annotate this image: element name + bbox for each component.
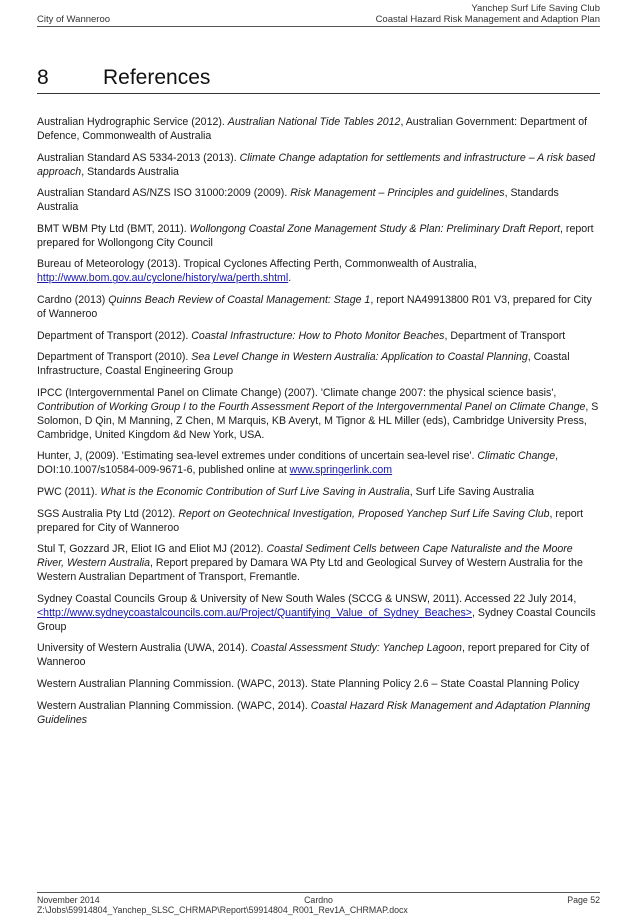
reference-text: Bureau of Meteorology (2013). Tropical Cyclones Affecting Perth, Commonwealth of Australia, <box>37 258 477 271</box>
reference-title: Sea Level Change in Western Australia: Application to Coastal Planning <box>191 351 528 364</box>
reference-text-after: , report NA49913800 R01 V3, prepared for City of Wanneroo <box>37 293 592 320</box>
reference-title: Coastal Hazard Risk Management and Adaptation Planning Guidelines <box>37 699 591 726</box>
reference-text: PWC (2011). <box>37 485 101 498</box>
reference-entry <box>37 222 601 250</box>
reference-entry <box>37 542 601 584</box>
reference-list <box>37 115 601 734</box>
reference-title: Coastal Infrastructure: How to Photo Monitor Beaches <box>191 329 445 342</box>
section-number: 8 <box>37 66 49 89</box>
footer-rule <box>37 892 600 893</box>
reference-title: Australian National Tide Tables 2012 <box>227 116 401 128</box>
reference-text-after: , S Solomon, D Qin, M Manning, Z Chen, M Marquis, KB Averyt, M Tignor & HL Miller (eds), Cambridge University Press, Cambridge, United Kingdom &d New York, USA. <box>37 400 599 441</box>
reference-title: Contribution of Working Group I to the Fourth Assessment Report of the Intergovernmental Panel on Climate Change <box>37 400 586 413</box>
reference-text-after: , Department of Transport <box>444 329 566 342</box>
reference-entry <box>37 151 601 179</box>
reference-entry <box>37 641 601 669</box>
reference-link[interactable]: http://www.bom.gov.au/cyclone/history/wa/perth.shtml <box>37 272 289 285</box>
reference-text-after: , report prepared for City of Wanneroo <box>37 642 590 669</box>
reference-entry <box>37 329 601 343</box>
reference-entry <box>37 115 601 143</box>
reference-title: Wollongong Coastal Zone Management Study & Plan: Preliminary Draft Report <box>189 222 561 235</box>
reference-text-after: , Sydney Coastal Councils Group <box>37 606 596 633</box>
reference-text: Australian Hydrographic Service (2012). <box>37 116 228 128</box>
reference-text-after: , Australian Government: Department of Defence, Commonwealth of Australia <box>37 116 588 142</box>
reference-title: Climatic Change <box>477 450 556 463</box>
page-header <box>37 3 600 27</box>
reference-entry <box>37 699 601 727</box>
reference-text: Australian Standard AS 5334-2013 (2013). <box>37 151 240 164</box>
header-document-title: Coastal Hazard Risk Management and Adaption Plan <box>375 14 600 25</box>
reference-title: What is the Economic Contribution of Surf Live Saving in Australia <box>100 485 410 498</box>
reference-text: Department of Transport (2012). <box>37 329 192 342</box>
reference-text-after: . <box>288 272 292 285</box>
reference-title: Quinns Beach Review of Coastal Management: Stage 1 <box>108 293 371 306</box>
reference-text-after: , Report prepared by Damara WA Pty Ltd and Geological Survey of Western Australia for the Western Australian Department of Transport, Fremantle. <box>37 557 583 584</box>
footer-date: November 2014 <box>37 895 100 905</box>
reference-text: Cardno (2013) <box>37 293 109 306</box>
reference-entry <box>37 485 601 499</box>
reference-entry <box>37 350 601 378</box>
reference-link[interactable]: <http://www.sydneycoastalcouncils.com.au/Project/Quantifying_Value_of_Sydney_Beaches> <box>37 606 472 619</box>
reference-text: SGS Australia Pty Ltd (2012). <box>37 507 179 520</box>
reference-entry <box>37 449 601 477</box>
header-club: Yanchep Surf Life Saving Club <box>471 3 600 14</box>
reference-text: BMT WBM Pty Ltd (BMT, 2011). <box>37 222 190 235</box>
reference-entry <box>37 507 601 535</box>
footer-page-number: Page 52 <box>567 895 601 905</box>
reference-text-after: , Standards Australia <box>81 165 179 178</box>
reference-title: Climate Change adaptation for settlements and infrastructure – A risk based approach <box>37 151 596 178</box>
reference-title: Coastal Sediment Cells between Cape Naturaliste and the Moore River, Western Australia <box>37 543 573 570</box>
footer-company: Cardno <box>304 895 333 905</box>
reference-text: Stul T, Gozzard JR, Eliot IG and Eliot MJ (2012). <box>37 543 267 556</box>
reference-text-after: , Surf Life Saving Australia <box>409 485 534 498</box>
reference-text: Sydney Coastal Councils Group & University of New South Wales (SCCG & UNSW, 2011). Accessed 22 July 2014, <box>37 592 577 605</box>
footer-file-path: Z:\Jobs\59914804_Yanchep_SLSC_CHRMAP\Report\59914804_R001_Rev1A_CHRMAP.docx <box>37 905 408 915</box>
reference-text: Western Australian Planning Commission. (WAPC, 2013). State Planning Policy 2.6 – State Coastal Planning Policy <box>37 677 580 690</box>
reference-link[interactable]: www.springerlink.com <box>289 464 393 477</box>
section-heading <box>37 66 600 94</box>
header-rule <box>37 26 600 27</box>
reference-text: Western Australian Planning Commission. (WAPC, 2014). <box>37 699 311 712</box>
reference-entry <box>37 592 601 634</box>
header-organisation: City of Wanneroo <box>37 14 111 25</box>
reference-text: Hunter, J, (2009). 'Estimating sea-level extremes under conditions of uncertain sea-level rise'. <box>37 450 478 463</box>
reference-entry <box>37 677 601 691</box>
reference-title: Risk Management – Principles and guidelines <box>290 187 505 200</box>
reference-text-after: , report prepared for Wollongong City Council <box>37 222 594 249</box>
reference-text: University of Western Australia (UWA, 2014). <box>37 642 251 655</box>
reference-text: Australian Standard AS/NZS ISO 31000:2009 (2009). <box>37 187 291 200</box>
reference-title: Report on Geotechnical Investigation, Proposed Yanchep Surf Life Saving Club <box>178 507 550 520</box>
reference-entry <box>37 293 601 321</box>
reference-entry <box>37 257 601 285</box>
heading-rule <box>37 93 600 94</box>
reference-text: IPCC (Intergovernmental Panel on Climate Change) (2007). 'Climate change 2007: the physical science basis', <box>37 386 557 399</box>
reference-entry <box>37 186 601 214</box>
reference-title: Coastal Assessment Study: Yanchep Lagoon <box>250 642 462 655</box>
reference-text-after: , report prepared for City of Wanneroo <box>37 507 584 534</box>
page-footer <box>37 892 600 915</box>
reference-text-after: , DOI:10.1007/s10584-009-9671-6, published online at <box>37 450 559 477</box>
reference-text: Department of Transport (2010). <box>37 351 192 364</box>
reference-text-after: , Coastal Infrastructure, Coastal Engineering Group <box>37 351 570 378</box>
section-title: References <box>103 66 211 89</box>
reference-text-after: , Standards Australia <box>37 187 559 214</box>
reference-entry <box>37 386 601 442</box>
